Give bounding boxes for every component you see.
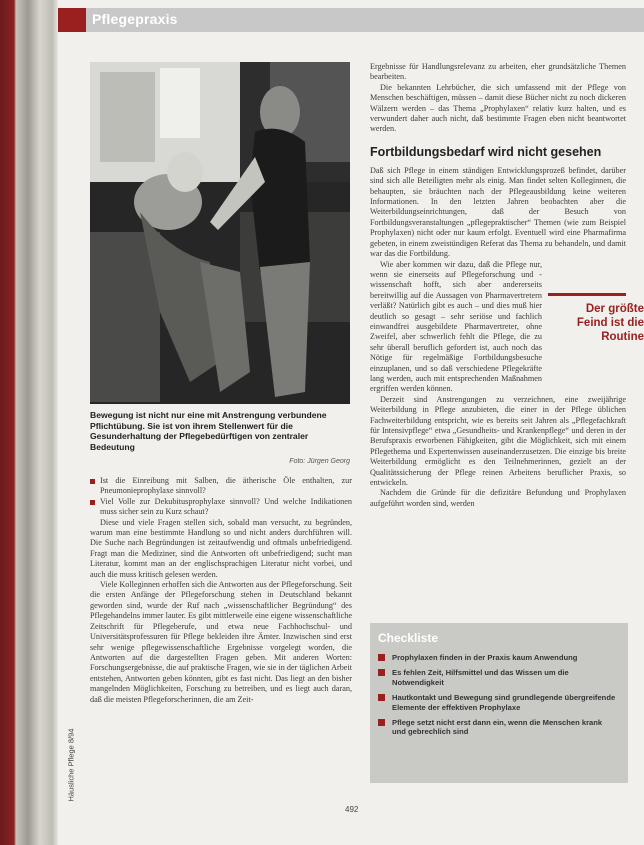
checklist-item: Es fehlen Zeit, Hilfsmittel und das Wissen um die Notwendigkeit [378, 668, 618, 687]
pullquote-line: Feind ist die [576, 317, 644, 329]
pullquote-line: Der größte [585, 303, 644, 315]
pullquote-line: Routine [601, 331, 644, 343]
bullet-item: Ist die Einreibung mit Salben, die ätherische Öle enthalten, zur Pneumonieprophylaxe sinnvoll? [90, 476, 352, 497]
section-heading: Fortbildungsbedarf wird nicht gesehen [370, 144, 602, 159]
photo-credit: Foto: Jürgen Georg [289, 458, 350, 465]
checklist-box [370, 623, 628, 783]
pullquote [540, 302, 644, 344]
body-paragraph: Diese und viele Fragen stellen sich, sobald man versucht, zu begründen, warum man eine bestimmte Handlung so und nicht anders durchführen will. Die Suche nach Begründungen ist zeitaufwendig und oftmals unbefriedigend. Fragt man die Mediziner, sind die Antworten oft unbefriedigend; sucht man Literatur, kommt man an der englischsprachigen Literatur nicht vorbei, und auch die muss kritisch gelesen werden. [90, 517, 352, 579]
checklist-item: Hautkontakt und Bewegung sind grundlegende übergreifende Elemente der effektiven Prophylaxe [378, 693, 618, 712]
book-edge [0, 0, 58, 845]
journal-name: Häusliche Pflege 8/94 [66, 728, 76, 802]
body-paragraph: Derzeit sind Anstrengungen zu verzeichnen, eine zweijährige Weiterbildung in Pflege anzubieten, die einer in der Pflege üblichen Fachweiterbildung entspricht, wie es bereits seit Jahren als „Pflegefachkraft für Intensivpflege“ etwa „Gesundheits- und Krankenpflege“ und deren in der Berufspraxis erworbenen Fähigkeiten, gibt die Möglichkeit, sich mit einem Pflegethema und Expertenwissen auseinanderzusetzen. Die einzige bis breite Weiterbildung ermöglicht es den Teilnehmerinnen, gezielt an der Qualitätssicherung der Pflege reinen Arbeitens beruflicher Praxis, so entwickeln. [370, 394, 626, 488]
pullquote-rule [548, 293, 626, 296]
checklist-item: Prophylaxen finden in der Praxis kaum Anwendung [378, 653, 618, 662]
header-accent [58, 8, 86, 32]
page-number: 492 [345, 805, 359, 814]
left-column [90, 476, 352, 705]
article-photo [90, 62, 350, 404]
checklist-list [378, 653, 618, 743]
body-paragraph: Die bekannten Lehrbücher, die sich umfassend mit der Pflege von Menschen beschäftigen, müssen – damit diese Bücher nicht zu noch dickeren Wälzern werden – das Thema „Prophylaxen“ relativ kurz halten, und es verwundert daher auch nicht, daß bestimmte Fragen eben nicht beantwortet werden. [370, 82, 626, 134]
checklist-title: Checkliste [378, 631, 439, 645]
body-paragraph: Daß sich Pflege in einem ständigen Entwicklungsprozeß befindet, darüber sind sich alle Beteiligten mehr als einig. Man findet selten Kolleginnen, die behaupten, sie bräuchten nach der Pflegeausbildung keine weiteren Informationen. In den letzten Jahren beobachten aber die Weiterbildungseinrichtungen, daß der Besuch von Fortbildungsveranstaltungen „pflegepraktischer“ Themen (wie zum Beispiel Prophylaxen) nicht oder nur kaum erfolgt. Eventuell wird eine Pharmafirma gebeten, in einem zweistündigen Referat das Thema zu behandeln, und damit war das die Fortbildung. [370, 165, 626, 259]
section-title: Pflegepraxis [92, 11, 178, 27]
journal-label [62, 690, 78, 810]
bullet-item: Viel Volle zur Dekubitusprophylaxe sinnvoll? Und welche Indikationen muss sicher sein zu Kurz schaut? [90, 497, 352, 518]
body-paragraph: Nachdem die Gründe für die defizitäre Befundung und Prophylaxen aufgeführt worden sind, werden [370, 488, 626, 508]
body-paragraph: Ergebnisse für Handlungsrelevanz zu arbeiten, eher grundsätzliche Themen bearbeiten. [370, 62, 626, 82]
photo-illustration [90, 62, 350, 404]
right-column [370, 62, 626, 509]
body-paragraph: Wie aber kommen wir dazu, daß die Pflege nur, wenn sie einerseits auf Pflegeforschung und -wissenschaft hofft, sich aber andererseits bereitwillig auf die Aussagen von Pharmavertretern verläßt? Natürlich gibt es auch – und dies muß hier deutlich so gesagt – sehr seriöse und fachlich einwandfrei ausgebildete Pharmavertreter, ohne Zweifel, aber schwerlich fehlt die Pflege, die zu sehr überall beruflich gefordert ist, auch noch das Nötige für regelmäßige Fortbildungsbesuche einzuplanen, und so daß verschiedene Pflegekräfte lang werden, auch mit entsprechenden Maßnahmen ergriffen werden können. [370, 259, 542, 394]
body-paragraph: Viele Kolleginnen erhoffen sich die Antworten aus der Pflegeforschung. Seit die ersten Anfänge der Pflegeforschung stehen in Deutschland bekannt geworden sind, wurde der Ruf nach „wissenschaftlicher Begründung“ des Pflegehandelns immer lauter. Es gibt mittlerweile eine eigene wissenschaftliche Zeitschrift für Pflegeberufe, und etwa neue Fachhochschul- und Universitätsprofessuren für Pflege bekleiden ihre Ämter. Inzwischen sind erst sehr wenige pflegewissenschaftliche Ergebnisse vorgelegt worden, die Antworten auf die dargestellten Fragen geben. Mit anderen Worten: Forschungsergebnisse, die auf praktische Fragen, wie sie in der täglichen Arbeit entstehen, Antworten geben könnten, gibt es fast nicht. Das liegt an den bisher mangelnden Möglichkeiten, Forschung zu betreiben, und es liegt auch daran, daß die meisten Pflegeforscherinnen, die am Zeit- [90, 580, 352, 704]
checklist-item: Pflege setzt nicht erst dann ein, wenn die Menschen krank und gebrechlich sind [378, 718, 618, 737]
photo-caption: Bewegung ist nicht nur eine mit Anstrengung verbundene Pflichtübung. Sie ist von ihrem Stellenwert für die Gesunderhaltung der Pflegebedürftigen von zentraler Bedeutung [90, 410, 327, 452]
